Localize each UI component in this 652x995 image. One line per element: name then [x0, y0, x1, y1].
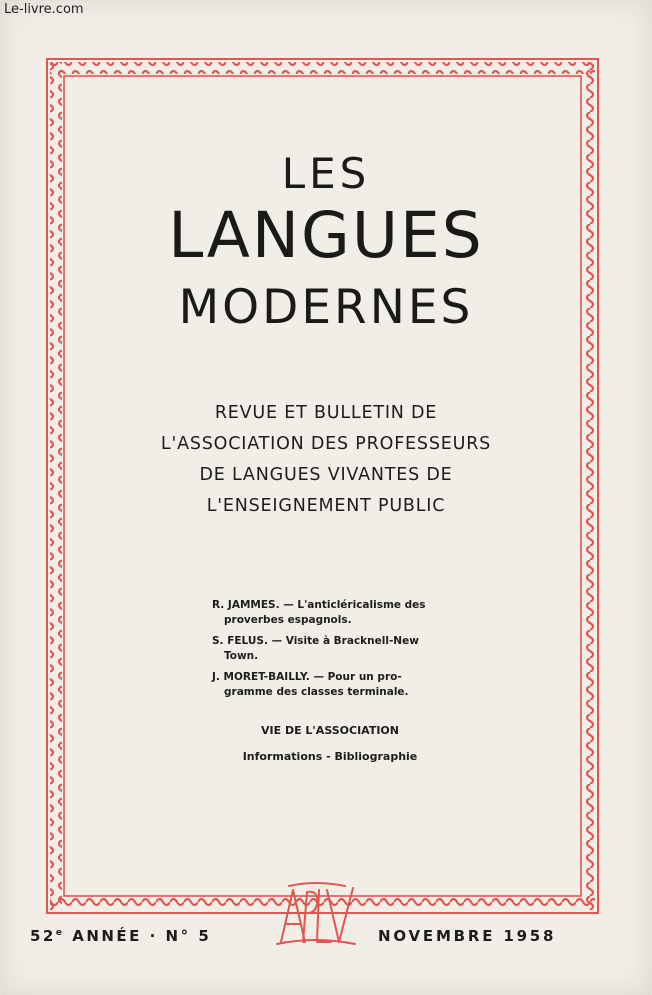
subtitle-line: DE LANGUES VIVANTES DE [199, 465, 453, 485]
contents-entry-line: proverbes espagnols. [224, 614, 352, 626]
title-les: LES [281, 149, 371, 198]
association-logo [275, 880, 357, 948]
contents-entry-line: Town. [224, 650, 259, 662]
watermark-text: Le-livre.com [4, 2, 84, 17]
issue-date: NOVEMBRE 1958 [378, 927, 557, 945]
contents-entry [212, 598, 462, 628]
contents-entry-line: gramme des classes terminale. [224, 686, 409, 698]
subtitle-line: REVUE ET BULLETIN DE [214, 403, 438, 423]
year-rest: ANNÉE · N° 5 [64, 927, 212, 945]
contents-entry [212, 634, 462, 664]
year-suffix: e [55, 928, 65, 938]
subtitle-line: L'ENSEIGNEMENT PUBLIC [206, 496, 446, 516]
section-title: VIE DE L'ASSOCIATION [261, 724, 399, 737]
contents-entry-line: J. MORET-BAILLY. — Pour un pro- [212, 671, 402, 683]
table-of-contents [212, 598, 462, 706]
contents-entry [212, 670, 462, 700]
title-langues: LANGUES [168, 199, 484, 272]
section-subtitle: Informations - Bibliographie [242, 750, 418, 763]
contents-entry-line: S. FELUS. — Visite à Bracknell-New [212, 635, 419, 647]
contents-entry-line: R. JAMMES. — L'anticléricalisme des [212, 599, 426, 611]
year-number: 52 [30, 927, 56, 945]
title-modernes: MODERNES [178, 280, 474, 335]
subtitle-line: L'ASSOCIATION DES PROFESSEURS [160, 434, 492, 454]
subtitle-block [0, 398, 652, 522]
issue-number [30, 927, 211, 945]
aplv-logo-icon [275, 880, 357, 948]
